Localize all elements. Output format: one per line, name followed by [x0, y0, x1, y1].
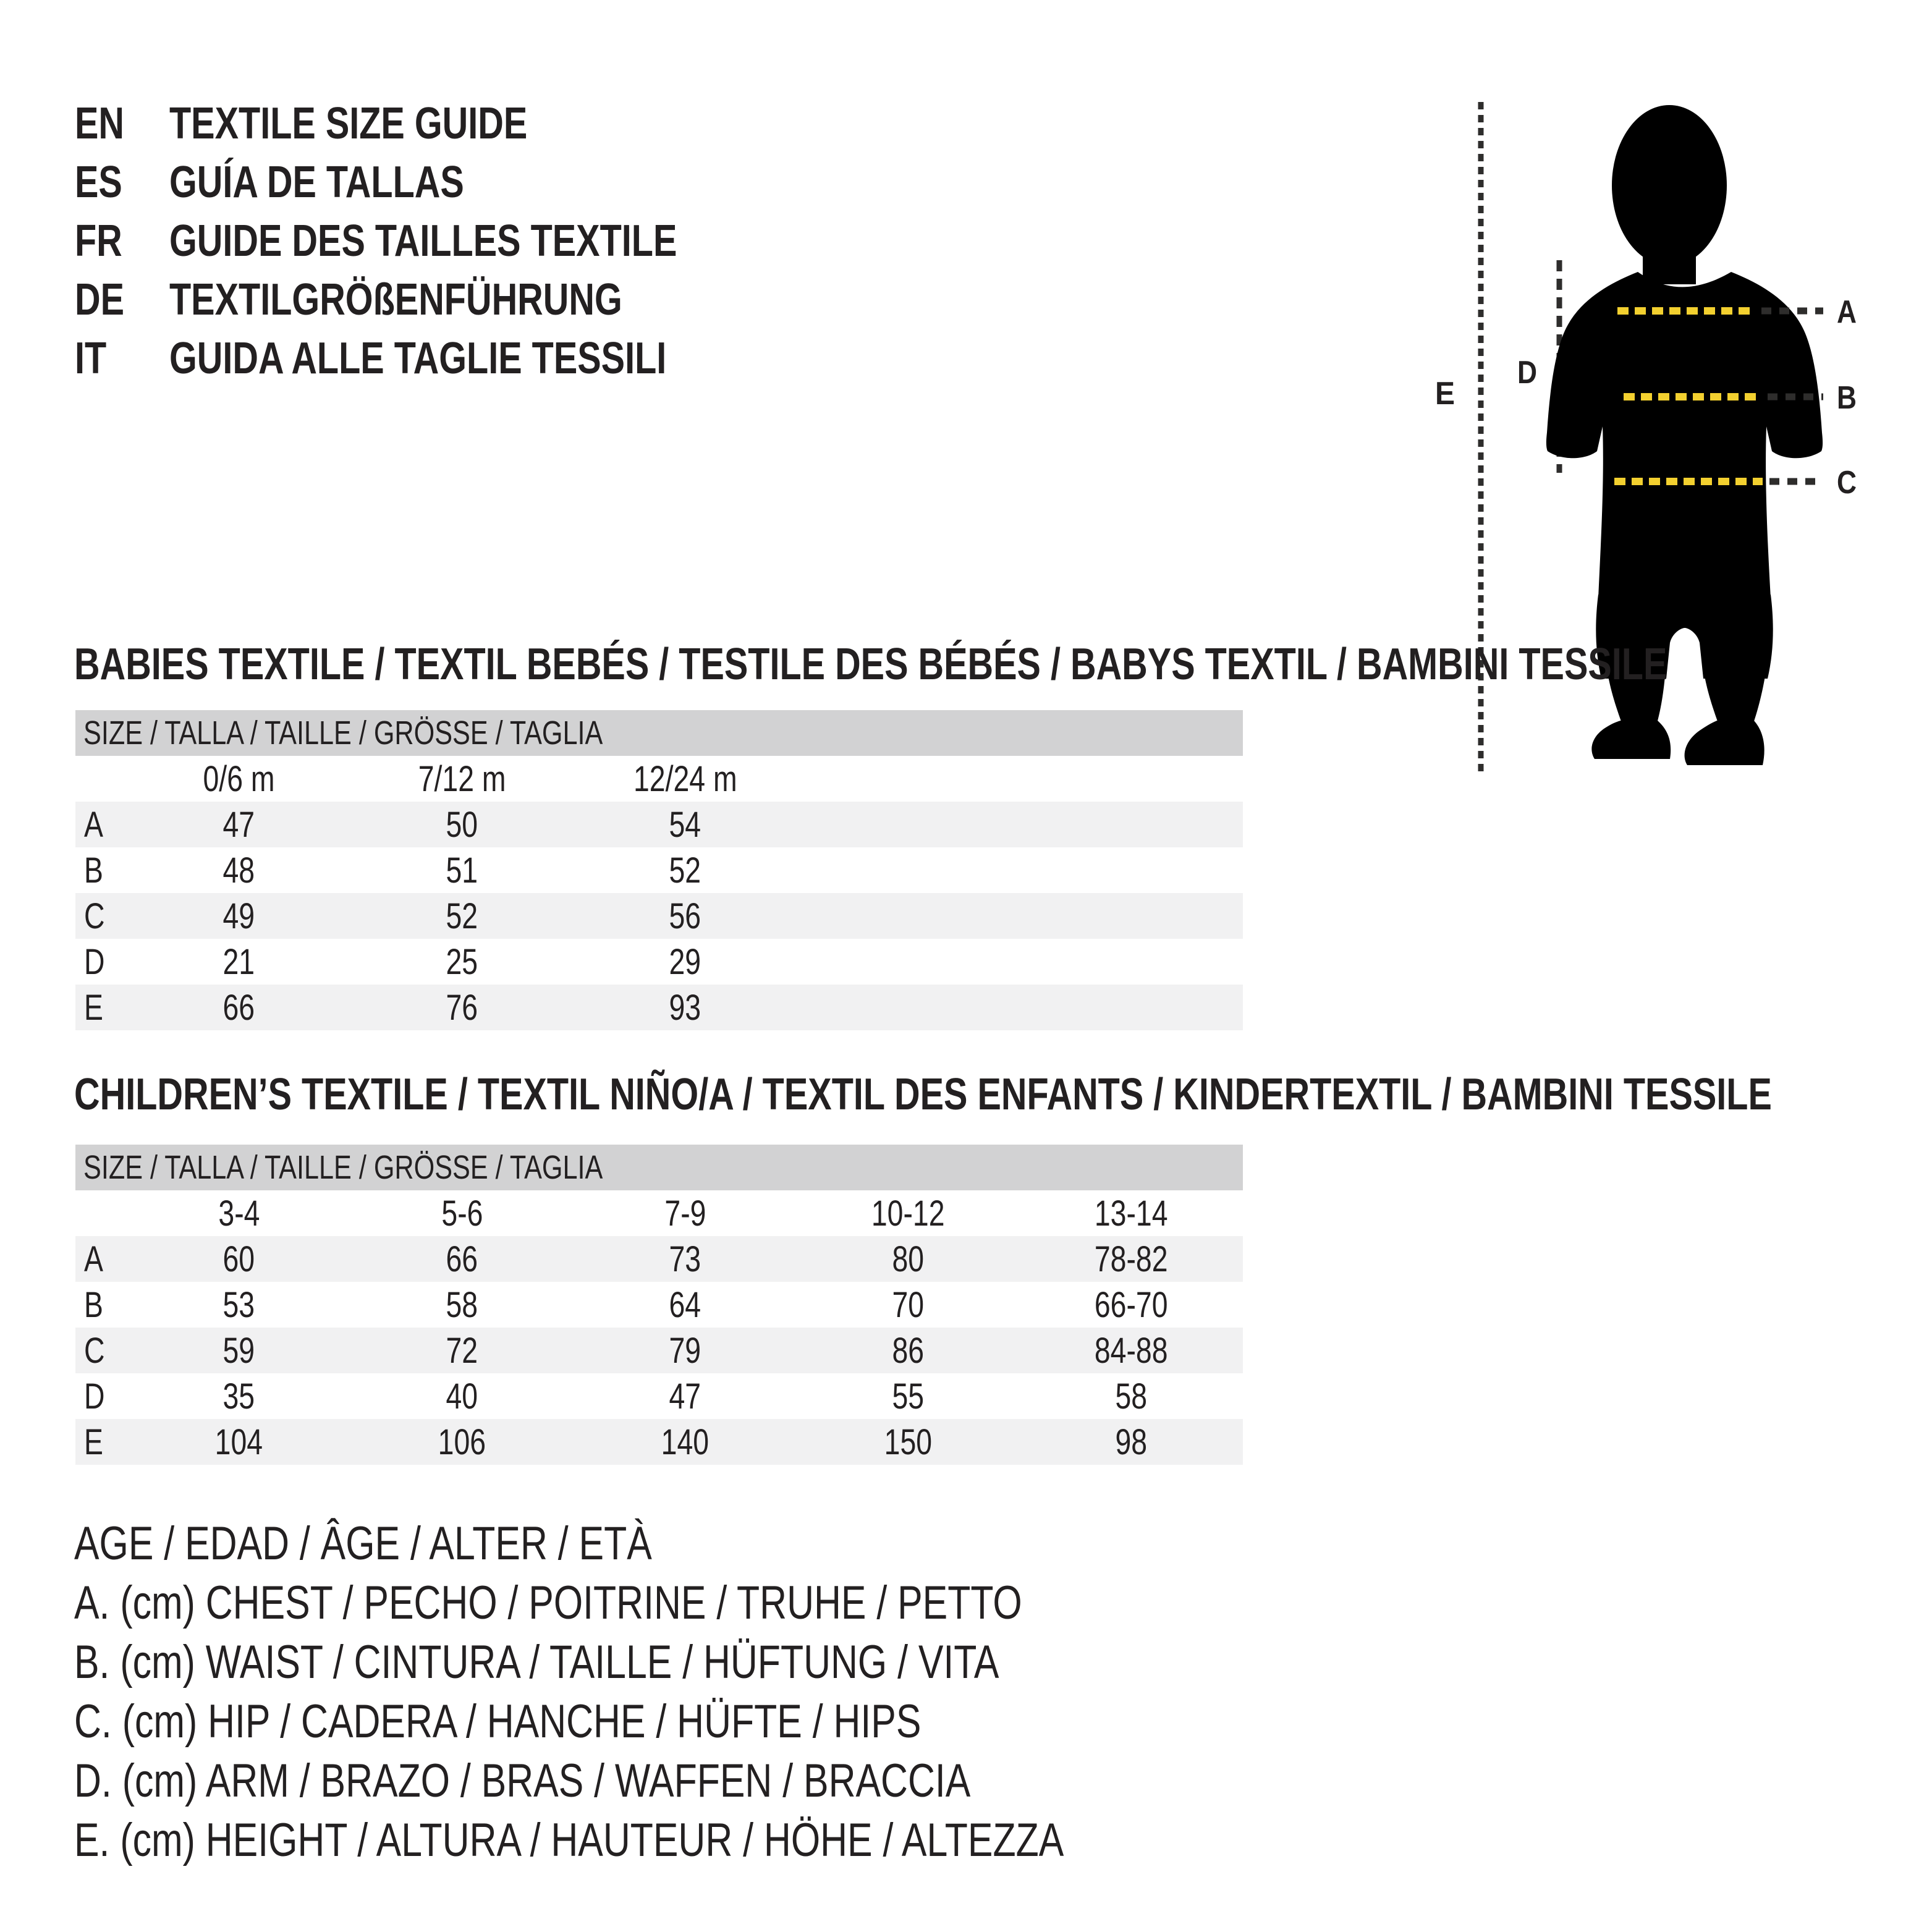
cell-value-text: 21 [222, 941, 255, 982]
cell-value [350, 987, 574, 1028]
cell-value-text: 66 [222, 987, 255, 1028]
row-label [75, 1421, 127, 1463]
cell-value [797, 850, 1020, 891]
cell-value [127, 1421, 350, 1463]
cell-value-text: 76 [446, 987, 478, 1028]
guide-title [169, 153, 804, 212]
cell-value [350, 1330, 574, 1371]
language-code-text: EN [75, 99, 125, 148]
cell-value-text: 47 [222, 804, 255, 845]
legend-line-age [74, 1514, 1311, 1574]
row-label [75, 896, 127, 937]
cell-value [797, 1284, 1020, 1326]
cell-value [574, 941, 797, 983]
cell-value [574, 987, 797, 1028]
cell-value-text: 98 [1115, 1421, 1148, 1462]
table-row-b [75, 847, 1243, 893]
column-header [574, 758, 797, 800]
guide-title-text: GUIDA ALLE TAGLIE TESSILI [169, 334, 667, 383]
cell-value [797, 896, 1020, 937]
cell-value [1020, 896, 1243, 937]
guide-title-text: GUIDE DES TAILLES TEXTILE [169, 216, 677, 266]
cell-value-text: 29 [669, 941, 701, 982]
cell-value-text: 55 [892, 1376, 925, 1417]
babies-column-header-row [75, 756, 1243, 802]
row-label-text: E [84, 1421, 103, 1462]
children-table-header-text: SIZE / TALLA / TAILLE / GRÖSSE / TAGLIA [83, 1149, 603, 1186]
cell-value-text: 70 [892, 1284, 925, 1325]
cell-value-text: 25 [446, 941, 478, 982]
cell-value [350, 941, 574, 983]
table-row-a [75, 802, 1243, 847]
cell-value-text: 56 [669, 896, 701, 936]
cell-value [1020, 1376, 1243, 1417]
legend-line-text: E. (cm) HEIGHT / ALTURA / HAUTEUR / HÖHE / ALTEZZA [74, 1814, 1064, 1866]
children-table-header-bar [75, 1145, 1243, 1190]
cell-value-text: 53 [222, 1284, 255, 1325]
table-row-e [75, 985, 1243, 1030]
cell-value [350, 1376, 574, 1417]
guide-title [169, 212, 804, 271]
babies-section-title [74, 640, 1932, 689]
children-column-header-row [75, 1190, 1243, 1236]
cell-value-text: 64 [669, 1284, 701, 1325]
table-row-c [75, 893, 1243, 939]
cell-value-text: 140 [661, 1421, 710, 1462]
legend-line-text: A. (cm) CHEST / PECHO / POITRINE / TRUHE / PETTO [74, 1577, 1022, 1629]
cell-value [127, 987, 350, 1028]
column-header-text: 12/24 m [633, 758, 737, 799]
cell-value [127, 804, 350, 845]
legend-line-waist [74, 1633, 1311, 1692]
row-label [75, 1376, 127, 1417]
silhouette-shirt [1546, 272, 1823, 598]
row-label-text: C [84, 1330, 105, 1371]
cell-value [797, 1330, 1020, 1371]
chest-marker-label: A [1837, 294, 1857, 330]
row-label-text: B [84, 1284, 103, 1325]
cell-value [127, 1376, 350, 1417]
cell-value-text: 60 [222, 1239, 255, 1279]
row-label [75, 1330, 127, 1371]
cell-value [127, 1239, 350, 1280]
column-header [574, 1193, 797, 1234]
cell-value-text: 86 [892, 1330, 925, 1371]
guide-title [169, 271, 804, 329]
table-row-d [75, 1373, 1243, 1419]
guide-title-text: TEXTILE SIZE GUIDE [169, 99, 528, 148]
babies-table-header-bar [75, 710, 1243, 756]
column-header [350, 1193, 574, 1234]
legend-line-text: D. (cm) ARM / BRAZO / BRAS / WAFFEN / BRACCIA [74, 1755, 971, 1807]
cell-value [127, 1330, 350, 1371]
waist-marker-label: B [1837, 380, 1857, 416]
column-header [350, 758, 574, 800]
cell-value [1020, 1284, 1243, 1326]
cell-value [574, 850, 797, 891]
language-code [75, 329, 169, 388]
cell-value [574, 1239, 797, 1280]
language-row-it [75, 329, 804, 388]
row-label [75, 987, 127, 1028]
cell-value-text: 84-88 [1095, 1330, 1168, 1371]
silhouette-left-shoe [1591, 721, 1671, 759]
cell-value-text: 106 [438, 1421, 486, 1462]
cell-value [574, 1330, 797, 1371]
column-header-text: 13-14 [1095, 1193, 1168, 1234]
cell-value-text: 51 [446, 850, 478, 891]
cell-value-text: 59 [222, 1330, 255, 1371]
cell-value [350, 1284, 574, 1326]
row-label [75, 1284, 127, 1326]
cell-value-text: 52 [446, 896, 478, 936]
row-label-text: D [84, 1376, 105, 1417]
height-marker-label: E [1435, 376, 1455, 412]
language-code [75, 95, 169, 153]
table-row-a [75, 1236, 1243, 1282]
language-code-text: IT [75, 334, 107, 383]
cell-value [127, 850, 350, 891]
children-size-table [75, 1145, 1243, 1465]
column-header-text: 7/12 m [418, 758, 506, 799]
cell-value-text: 58 [1115, 1376, 1148, 1417]
column-header-text: 0/6 m [203, 758, 275, 799]
language-code-text: FR [75, 216, 122, 266]
cell-value-text: 72 [446, 1330, 478, 1371]
legend-line-hip [74, 1692, 1311, 1752]
column-header [1020, 1193, 1243, 1234]
language-row-fr [75, 212, 804, 271]
row-label-text: A [84, 1239, 103, 1279]
language-row-de [75, 271, 804, 329]
cell-value-text: 73 [669, 1239, 701, 1279]
cell-value [350, 804, 574, 845]
language-code-text: DE [75, 275, 125, 324]
column-header-text: 3-4 [218, 1193, 260, 1234]
cell-value [350, 896, 574, 937]
table-row-e [75, 1419, 1243, 1465]
cell-value-text: 93 [669, 987, 701, 1028]
hip-marker-label: C [1837, 465, 1857, 501]
cell-value-text: 80 [892, 1239, 925, 1279]
guide-title-text: TEXTILGRÖßENFÜHRUNG [169, 275, 622, 324]
row-label [75, 804, 127, 845]
language-code-text: ES [75, 158, 122, 207]
row-label-text: D [84, 941, 105, 982]
legend-line-text: B. (cm) WAIST / CINTURA / TAILLE / HÜFTUNG / VITA [74, 1636, 999, 1688]
guide-title [169, 329, 804, 388]
table-row-b [75, 1282, 1243, 1328]
children-section-title [74, 1070, 1932, 1119]
legend-line-chest [74, 1574, 1311, 1633]
cell-value-text: 52 [669, 850, 701, 891]
cell-value [1020, 804, 1243, 845]
silhouette-right-shoe [1685, 721, 1765, 765]
cell-value-text: 104 [214, 1421, 263, 1462]
cell-value-text: 54 [669, 804, 701, 845]
row-label-text: E [84, 987, 103, 1028]
silhouette-neck [1643, 241, 1696, 284]
cell-value-text: 66 [446, 1239, 478, 1279]
cell-value [574, 1421, 797, 1463]
language-row-es [75, 153, 804, 212]
cell-value [1020, 987, 1243, 1028]
cell-value [127, 896, 350, 937]
cell-value-text: 40 [446, 1376, 478, 1417]
table-row-c [75, 1328, 1243, 1373]
row-label [75, 850, 127, 891]
cell-value [127, 1284, 350, 1326]
children-section-title-text: CHILDREN’S TEXTILE / TEXTIL NIÑO/A / TEXTIL DES ENFANTS / KINDERTEXTIL / BAMBINI TESSILE [74, 1070, 1772, 1119]
cell-value-text: 58 [446, 1284, 478, 1325]
cell-value [1020, 1239, 1243, 1280]
row-label [75, 1239, 127, 1280]
row-label-text: C [84, 896, 105, 936]
legend-line-text: AGE / EDAD / ÂGE / ALTER / ETÀ [74, 1517, 652, 1570]
column-header [1020, 758, 1243, 800]
measurement-legend [74, 1514, 1311, 1870]
cell-value [797, 1376, 1020, 1417]
cell-value [797, 1421, 1020, 1463]
cell-value [350, 1239, 574, 1280]
arm-marker-label: D [1517, 355, 1537, 391]
guide-title [169, 95, 804, 153]
cell-value [574, 896, 797, 937]
cell-value-text: 78-82 [1095, 1239, 1168, 1279]
row-label [75, 941, 127, 983]
cell-value-text: 66-70 [1095, 1284, 1168, 1325]
cell-value-text: 48 [222, 850, 255, 891]
babies-size-table [75, 710, 1243, 1030]
cell-value [1020, 941, 1243, 983]
language-code [75, 212, 169, 271]
cell-value-text: 150 [884, 1421, 933, 1462]
column-header [127, 1193, 350, 1234]
cell-value [350, 850, 574, 891]
legend-line-height [74, 1811, 1311, 1870]
cell-value [1020, 1421, 1243, 1463]
cell-value-text: 35 [222, 1376, 255, 1417]
cell-value [574, 1376, 797, 1417]
language-code [75, 271, 169, 329]
column-header [797, 758, 1020, 800]
babies-table-header-text: SIZE / TALLA / TAILLE / GRÖSSE / TAGLIA [83, 714, 603, 752]
row-label-text: A [84, 804, 103, 845]
language-code [75, 153, 169, 212]
guide-title-text: GUÍA DE TALLAS [169, 158, 464, 207]
column-header [127, 758, 350, 800]
cell-value-text: 47 [669, 1376, 701, 1417]
cell-value [1020, 1330, 1243, 1371]
legend-line-arm [74, 1752, 1311, 1811]
cell-value-text: 79 [669, 1330, 701, 1371]
column-header-text: 7-9 [664, 1193, 706, 1234]
column-header-text: 10-12 [871, 1193, 945, 1234]
cell-value [797, 987, 1020, 1028]
cell-value-text: 49 [222, 896, 255, 936]
language-title-list [75, 95, 804, 388]
cell-value-text: 50 [446, 804, 478, 845]
table-row-d [75, 939, 1243, 985]
cell-value [350, 1421, 574, 1463]
column-header [797, 1193, 1020, 1234]
cell-value [127, 941, 350, 983]
cell-value [797, 941, 1020, 983]
babies-section-title-text: BABIES TEXTILE / TEXTIL BEBÉS / TESTILE DES BÉBÉS / BABYS TEXTIL / BAMBINI TESSILE [74, 640, 1667, 689]
legend-line-text: C. (cm) HIP / CADERA / HANCHE / HÜFTE / HIPS [74, 1695, 922, 1748]
cell-value [574, 804, 797, 845]
cell-value [574, 1284, 797, 1326]
cell-value [797, 1239, 1020, 1280]
language-row-en [75, 95, 804, 153]
cell-value [1020, 850, 1243, 891]
column-header-text: 5-6 [441, 1193, 483, 1234]
cell-value [797, 804, 1020, 845]
row-label-text: B [84, 850, 103, 891]
